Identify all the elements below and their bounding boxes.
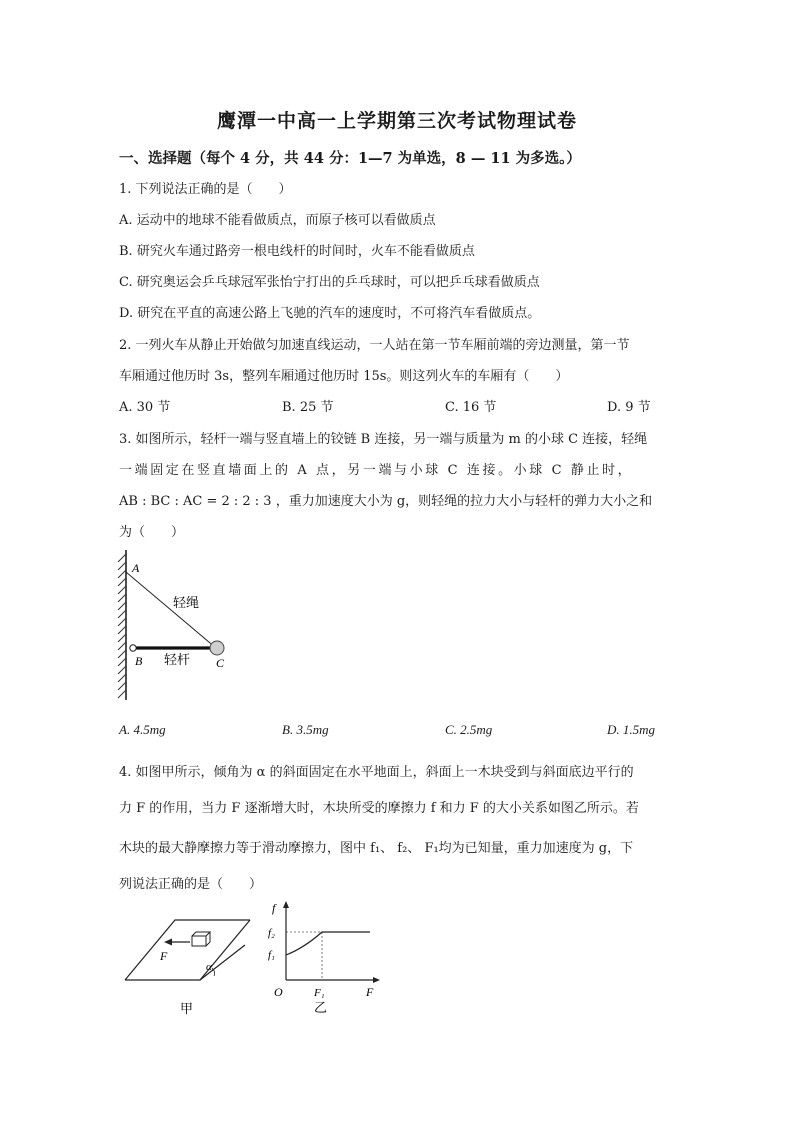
force-label: F (160, 949, 168, 963)
q3-option-a: A. 4.5mg (119, 722, 166, 737)
ball (210, 641, 224, 655)
arrowhead-icon (164, 939, 172, 946)
q2-option-a: A. 30 节 (119, 400, 171, 415)
q3-option-b: B. 3.5mg (282, 722, 329, 737)
q1-option-b: B. 研究火车通过路旁一根电线杆的时间时，火车不能看做质点 (119, 244, 475, 259)
q2-option-b: B. 25 节 (282, 400, 334, 415)
q3-line-1: 3. 如图所示，轻杆一端与竖直墙上的铰链 B 连接，另一端与质量为 m 的小球 C 连接，轻绳 (119, 432, 648, 447)
figure-caption-yi: 乙 (314, 1001, 328, 1016)
q1-option-d: D. 研究在平直的高速公路上飞驰的汽车的速度时，不可将汽车看做质点。 (119, 306, 541, 321)
block (192, 932, 210, 946)
q1-option-c: C. 研究奥运会乒乓球冠军张怡宁打出的乒乓球时，可以把乒乓球看做质点 (119, 275, 540, 290)
q4-line-2: 力 F 的作用，当力 F 逐渐增大时，木块所受的摩擦力 f 和力 F 的大小关系如图乙所示。若 (119, 801, 639, 816)
axis-f-label: f (272, 901, 276, 915)
q1-option-a: A. 运动中的地球不能看做质点，而原子核可以看做质点 (119, 213, 436, 228)
F1-label: F₁ (314, 987, 325, 999)
q2-option-d: D. 9 节 (607, 400, 651, 415)
q4-figure-jia (120, 910, 260, 1020)
f2-label: f₂ (268, 927, 275, 939)
rod-label: 轻杆 (164, 653, 191, 668)
y-axis-arrow-icon (283, 901, 289, 908)
rope (126, 572, 216, 648)
slope-top-edge (125, 920, 250, 980)
q1-stem: 1. 下列说法正确的是（ ） (119, 182, 292, 197)
section-heading: 一、选择题（每个 4 分，共 44 分：1—7 为单选，8 — 11 为多选。） (119, 150, 581, 167)
figure-caption-jia: 甲 (180, 1002, 194, 1017)
q2-option-c: C. 16 节 (445, 400, 497, 415)
q2-line-1: 2. 一列火车从静止开始做匀加速直线运动，一人站在第一节车厢前端的旁边测量，第一节 (119, 338, 630, 353)
x-axis-arrow-icon (373, 977, 380, 983)
q4-line-4: 列说法正确的是（ ） (119, 877, 263, 892)
q3-line-4: 为（ ） (119, 525, 185, 540)
q3-line-3: AB : BC : AC = 2 : 2 : 3 ，重力加速度大小为 g，则轻绳的拉力大小与轻杆的弹力大小之和 (119, 494, 653, 509)
q3-option-d: D. 1.5mg (607, 722, 656, 737)
alpha-label: α (206, 961, 212, 973)
page-title: 鹰潭一中高一上学期第三次考试物理试卷 (216, 110, 577, 132)
slope-bottom-edge (125, 920, 250, 980)
point-a-label: A (132, 561, 140, 575)
q3-line-2: 一端固定在竖直墙面上的 A 点，另一端与小球 C 连接。小球 C 静止时， (119, 463, 634, 478)
point-b-label: B (135, 654, 143, 668)
friction-curve (286, 932, 370, 955)
point-c-label: C (216, 656, 225, 670)
rope-label: 轻绳 (173, 596, 200, 611)
q4-line-3: 木块的最大静摩擦力等于滑动摩擦力，图中 f₁、 f₂、 F₁均为已知量，重力加速度为 g，下 (119, 841, 634, 856)
wall (118, 550, 126, 700)
q4-figure-yi (266, 898, 390, 1016)
q4-line-1: 4. 如图甲所示，倾角为 α 的斜面固定在水平地面上，斜面上一木块受到与斜面底边平行的 (119, 765, 634, 780)
origin-label: O (274, 985, 283, 999)
q2-line-2: 车厢通过他历时 3s，整列车厢通过他历时 15s。则这列火车的车厢有（ ） (119, 369, 569, 384)
q3-figure (116, 548, 236, 708)
axis-F-label: F (366, 985, 374, 999)
q3-option-c: C. 2.5mg (445, 722, 493, 737)
hinge (130, 645, 136, 651)
f1-label: f₁ (268, 949, 275, 961)
